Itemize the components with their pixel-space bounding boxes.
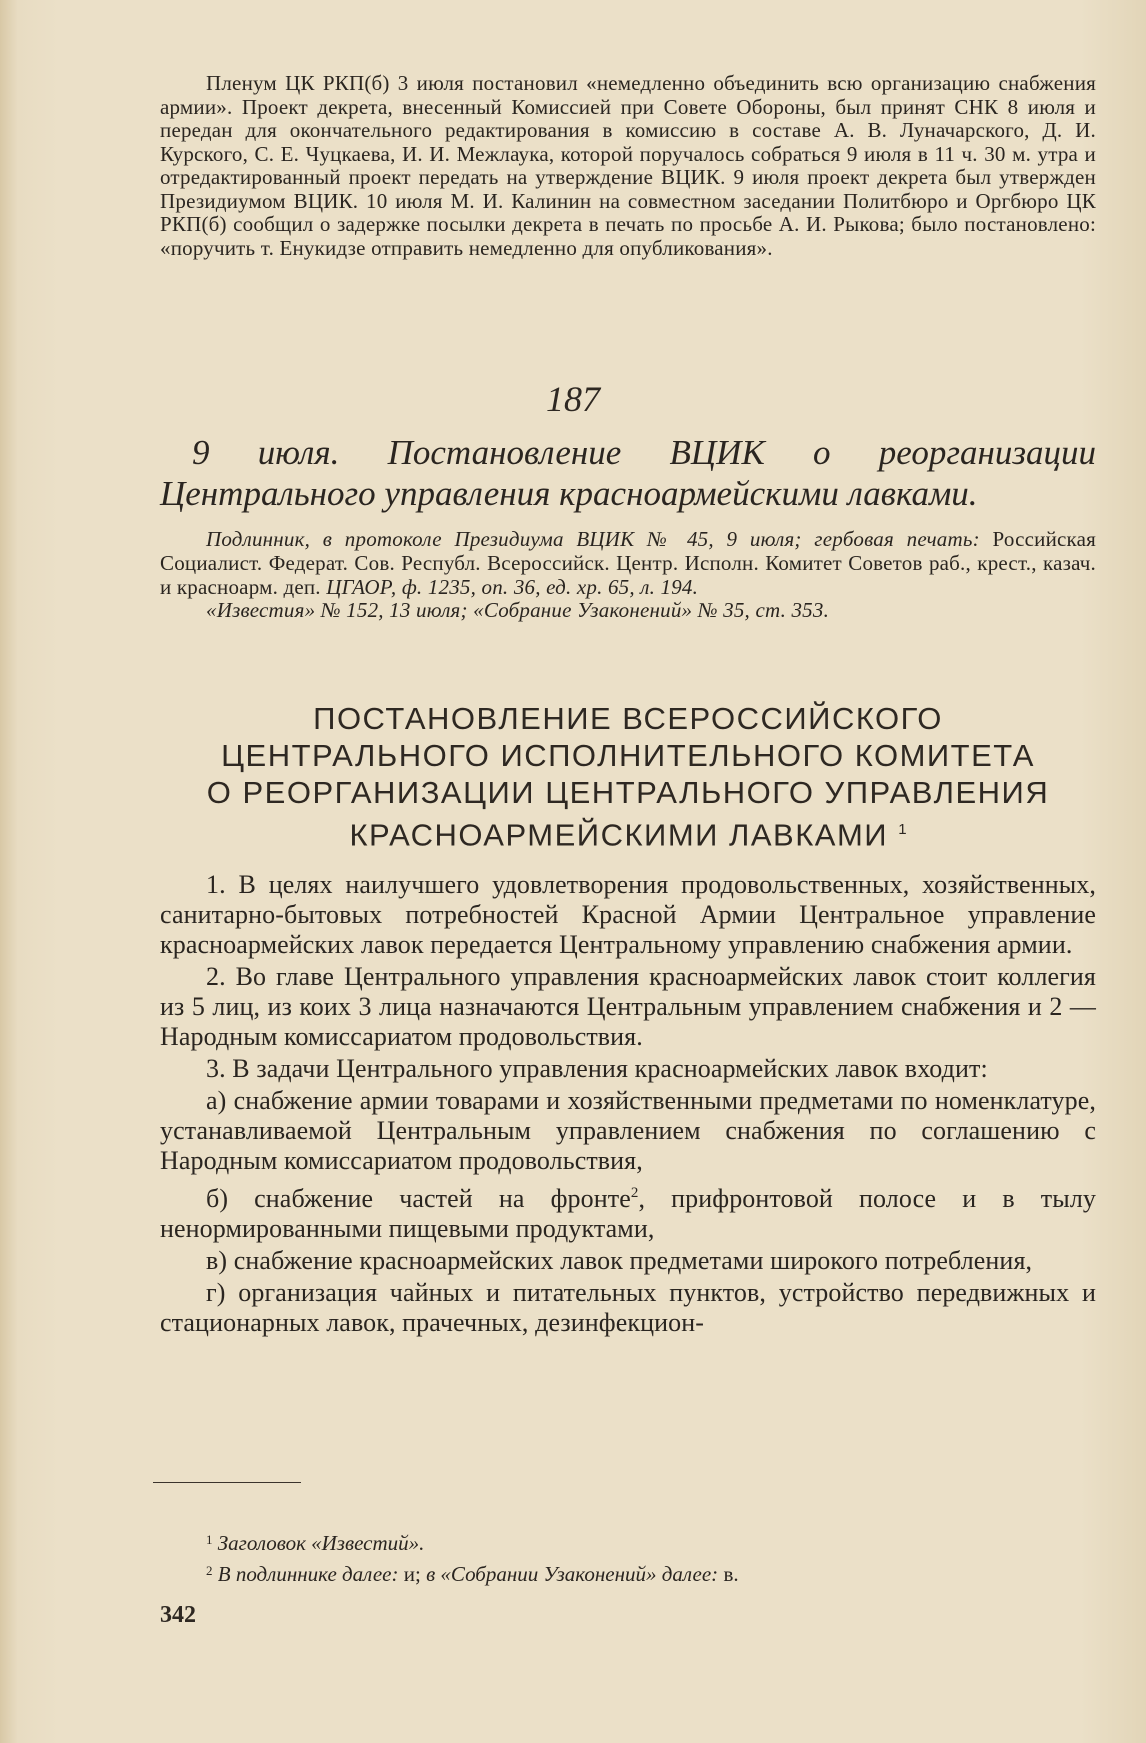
- clause-3v: в) снабжение красноармейских лавок предметами широкого потребления,: [206, 1246, 1033, 1275]
- clause-3: 3. В задачи Центрального управления красноармейских лавок входит:: [206, 1054, 988, 1083]
- source-note: [160, 528, 1096, 623]
- intro-paragraph: Пленум ЦК РКП(б) 3 июля постановил «немедленно объединить всю организацию снабжения армии». Проект декрета, внесенный Комиссией при Совете Обороны, был принят СНК 8 июля и передан для окончательного редактирования в комиссию в составе А. В. Луначарского, Д. И. Курского, С. Е. Чуцкаева, И. И. Межлаука, которой поручалось собраться 9 июля в 11 ч. 30 м. утра и отредактированный проект передать на утверждение ВЦИК. 9 июля проект декрета был утвержден Президиумом ВЦИК. 10 июля М. И. Калинин на совместном заседании Политбюро и Оргбюро ЦК РКП(б) сообщил о задержке посылки декрета в печать по просьбе А. И. Рыкова; было постановлено: «поручить т. Енукидзе отправить немедленно для опубликования».: [160, 71, 1096, 260]
- footnote-divider: [153, 1482, 301, 1483]
- heading-line-4: [160, 811, 1096, 853]
- clause-2: 2. Во главе Центрального управления красноармейских лавок стоит коллегия из 5 лиц, из коих 3 лица назначаются Центральным управлением снабжения и 2 — Народным комиссариатом продовольствия.: [160, 962, 1096, 1051]
- heading-line-3: О РЕОРГАНИЗАЦИИ ЦЕНТРАЛЬНОГО УПРАВЛЕНИЯ: [206, 775, 1050, 810]
- footnote-ref-1: 1: [898, 821, 907, 838]
- clause-3b-part-1: б) снабжение частей на фронте: [206, 1184, 631, 1213]
- clause-3b-part-2: , прифронтовой полосе и в тылу ненормированными пищевыми продуктами,: [160, 1184, 1096, 1243]
- footnote-1: [160, 1526, 1096, 1557]
- heading-line-1: ПОСТАНОВЛЕНИЕ ВСЕРОССИЙСКОГО: [313, 701, 943, 736]
- heading-line-4-text: КРАСНОАРМЕЙСКИМИ ЛАВКАМИ: [349, 817, 889, 853]
- source-publications: «Известия» № 152, 13 июля; «Собрание Узаконений» № 35, ст. 353.: [206, 598, 830, 623]
- footnote-2-italic-a: В подлиннике далее:: [217, 1562, 399, 1586]
- source-archive: ЦГАОР, ф. 1235, оп. 36, ед. хр. 65, л. 194.: [326, 574, 699, 599]
- footnotes: [160, 1526, 1096, 1588]
- footnote-1-text: Заголовок «Известий».: [217, 1531, 425, 1555]
- document-title: 9 июля. Постановление ВЦИК о реорганизации Центрального управления красноармейскими лавками.: [160, 433, 1096, 513]
- footnote-2-italic-b: в «Собрании Узаконений» далее:: [426, 1562, 719, 1586]
- clause-1: 1. В целях наилучшего удовлетворения продовольственных, хозяйственных, санитарно-бытовых потребностей Красной Армии Центральное управление красноармейских лавок передается Центральному управлению снабжения армии.: [160, 870, 1096, 959]
- footnote-1-number: 1: [206, 1532, 213, 1547]
- clause-3g: г) организация чайных и питательных пунктов, устройство передвижных и стационарных лавок, прачечных, дезинфекцион-: [160, 1278, 1096, 1337]
- footnote-ref-2: 2: [630, 1185, 639, 1201]
- heading-line-2: ЦЕНТРАЛЬНОГО ИСПОЛНИТЕЛЬНОГО КОМИТЕТА: [221, 738, 1035, 773]
- page-number: 342: [160, 1602, 196, 1628]
- document-number: 187: [546, 379, 600, 419]
- footnote-2-number: 2: [206, 1563, 213, 1578]
- decree-body: [160, 870, 1096, 1340]
- source-original-label: Подлинник, в протоколе Президиума ВЦИК № 45, 9 июля; гербовая печать:: [206, 527, 980, 551]
- clause-3a: а) снабжение армии товарами и хозяйственными предметами по номенклатуре, устанавливаемой Центральным управлением снабжения по соглашению с Народным комиссариатом продовольствия,: [160, 1086, 1096, 1175]
- clause-3b: [160, 1178, 1096, 1244]
- footnote-2-text-b: в.: [718, 1562, 739, 1586]
- decree-heading: [160, 700, 1096, 853]
- source-seal-text: Российская Социалист. Федерат. Сов. Республ. Всероссийск. Центр. Исполн. Комитет Советов раб., крест., казач. и красноарм. деп.: [160, 527, 1096, 599]
- footnote-2: [160, 1557, 1096, 1588]
- footnote-2-text-a: и;: [398, 1562, 427, 1586]
